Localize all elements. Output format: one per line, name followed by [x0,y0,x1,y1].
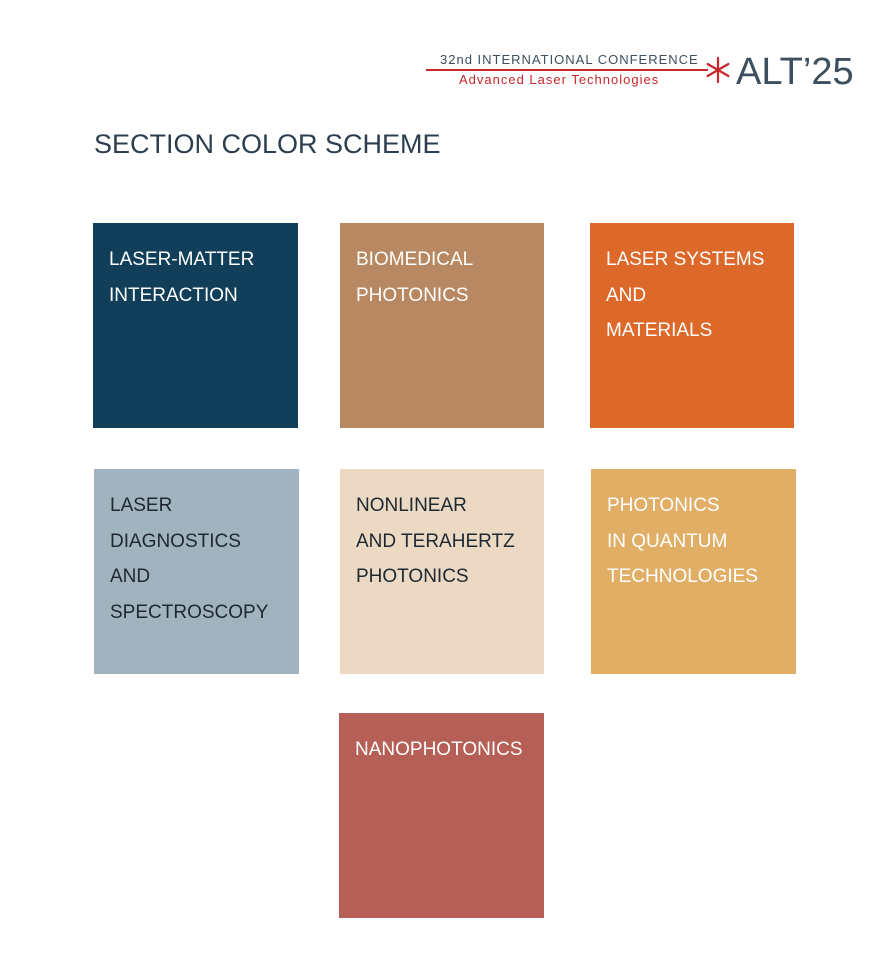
section-tile-biomedical-photonics [340,223,544,428]
logo-subtitle-line: Advanced Laser Technologies [459,72,660,87]
section-label: NANOPHOTONICS [355,739,523,760]
section-tile-laser-systems-and-materials [590,223,794,428]
section-label: LASER SYSTEMS AND MATERIALS [606,249,765,341]
conference-logo [424,50,864,94]
section-label: NONLINEAR AND TERAHERTZ PHOTONICS [356,495,515,587]
section-label: LASER-MATTER INTERACTION [109,249,255,306]
page-title: SECTION COLOR SCHEME [94,129,441,159]
section-label: LASER DIAGNOSTICS AND SPECTROSCOPY [110,495,269,623]
laser-star-icon [704,56,732,84]
logo-conference-line: 32nd INTERNATIONAL CONFERENCE [440,52,699,67]
section-tile-nonlinear-and-terahertz-photonics [340,469,544,674]
logo-acronym: ALT’25 [736,51,854,93]
section-label: BIOMEDICAL PHOTONICS [356,249,474,306]
section-tile-laser-matter-interaction [93,223,298,428]
logo-red-rule [426,69,708,71]
section-tile-laser-diagnostics-and-spectroscopy [94,469,299,674]
section-tile-nanophotonics [339,713,544,918]
section-label: PHOTONICS IN QUANTUM TECHNOLOGIES [607,495,758,587]
section-tile-photonics-in-quantum-technologies [591,469,796,674]
